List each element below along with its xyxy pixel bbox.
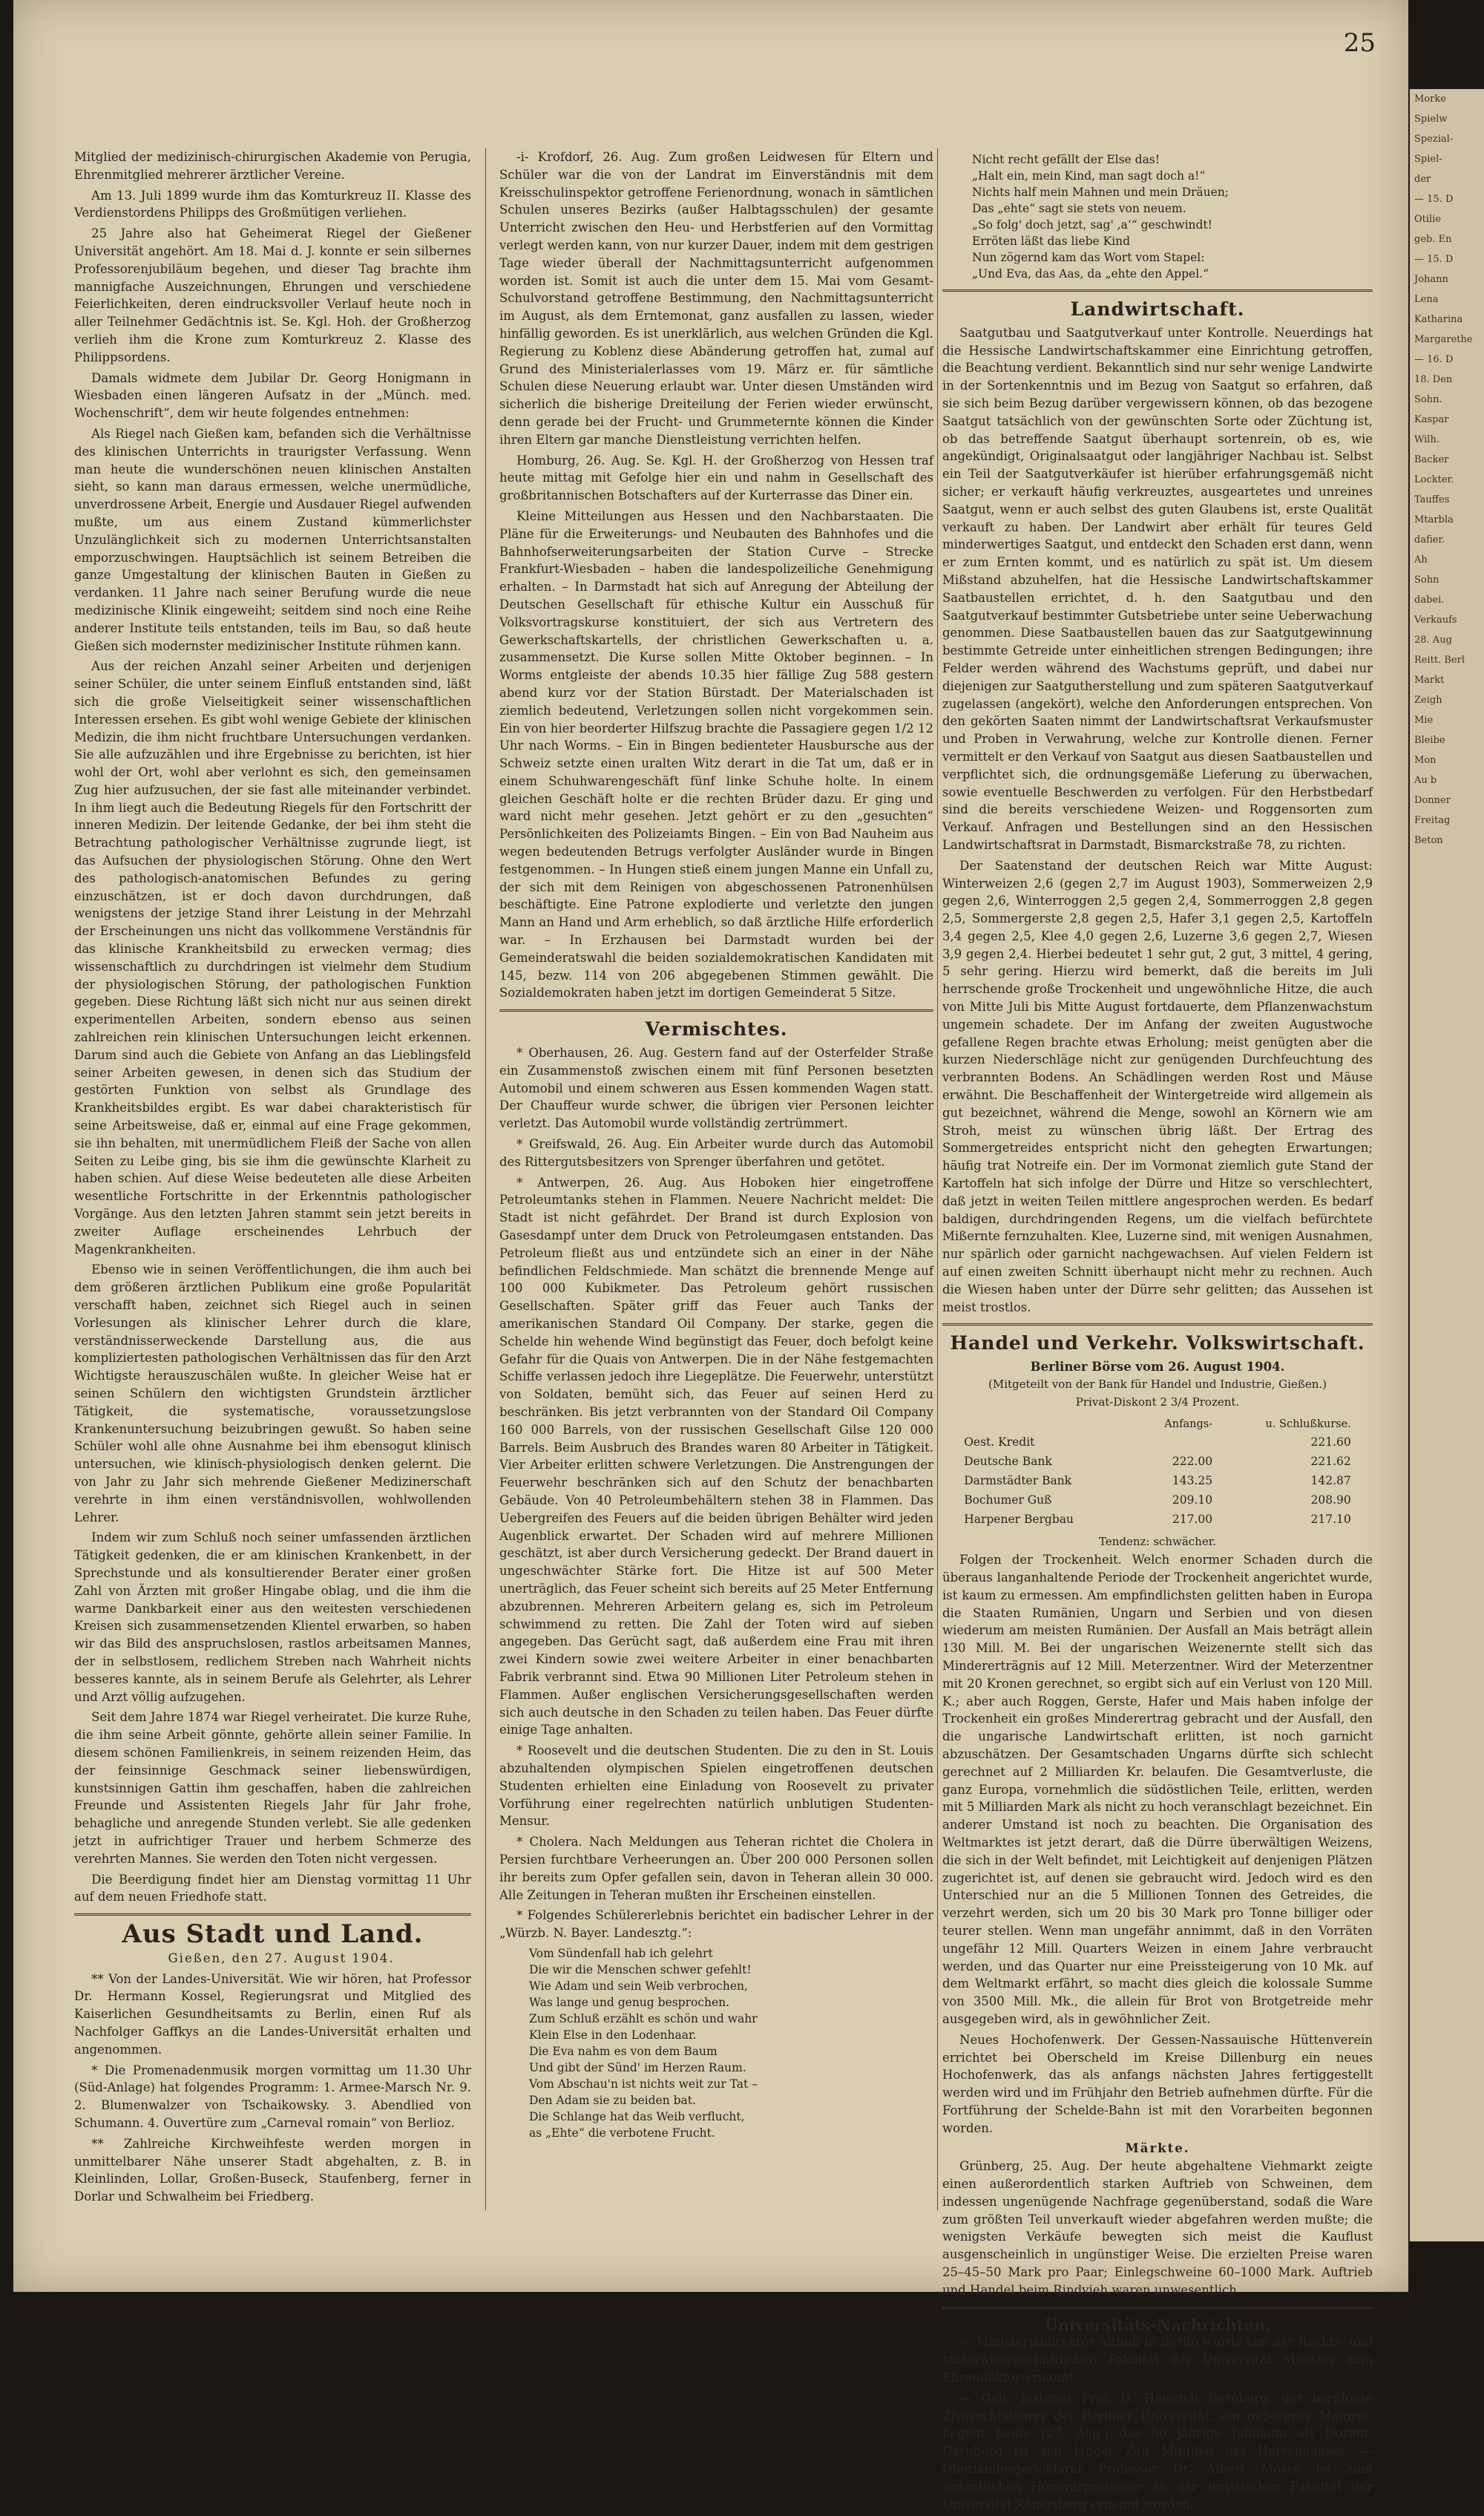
edge-fragment: Beton — [1414, 835, 1443, 846]
poem-continued — [972, 151, 1373, 282]
open-price: 222.00 — [1172, 1455, 1213, 1469]
close-price: 221.60 — [1310, 1435, 1351, 1449]
section-heading-vermischtes: Vermischtes. — [645, 1018, 788, 1041]
paragraph: Die Beerdigung findet hier am Dienstag vormittag 11 Uhr auf dem neuen Friedhofe statt. — [74, 1872, 471, 1904]
paragraph: Als Riegel nach Gießen kam, befanden sich die Verhältnisse des klinischen Unterrichts in traurigster Verfassung. Wenn man heute die wunderschönen neuen klinischen Anstalten sieht, so kann man daraus ermessen, welche unermüdliche, unverdrossene Arbeit, Energie und Ausdauer Riegel aufwenden mußte, um aus einem Zustand kümmerlichster Unzulänglichkeit sich zu modernen Unterrichtsanstalten emporzuschwingen. Hauptsächlich ist seinem Betreiben die ganze Umgestaltung der klinischen Bauten in Gießen zu verdanken. 11 Jahre nach seiner Berufung wurde die neue medizinische Klinik eingeweiht; seitdem sind noch eine Reihe anderer Institute teils entstanden, teils im Bau, so daß heute Gießen sich modernster medizinischer Institute rühmen kann. — [74, 426, 471, 653]
markets-heading: Märkte. — [1125, 2141, 1190, 2156]
poem-line: „Und Eva, das Aas, da „ehte den Appel.“ — [972, 267, 1209, 281]
poem-line: Und gibt der Sünd' im Herzen Raum. — [529, 2060, 746, 2074]
open-price — [1134, 1433, 1218, 1452]
edge-fragment: — 15. D — [1414, 254, 1454, 265]
section-divider — [942, 1323, 1373, 1326]
edge-fragment: — 16. D — [1414, 354, 1454, 365]
edge-fragment: dafier. — [1414, 534, 1445, 546]
poem — [529, 1945, 933, 2141]
edge-fragment: Reitt. Berl — [1414, 655, 1465, 666]
boerse-report — [942, 1358, 1373, 1551]
edge-fragment: Verkaufs — [1414, 615, 1457, 626]
newspaper-page — [13, 0, 1408, 2512]
paragraph: Indem wir zum Schluß noch seiner umfassenden ärztlichen Tätigkeit gedenken, die er am klinischen Krankenbett, in der Sprechstunde und als konsultierender Berater einer großen Zahl von Ärzten mit großer Hingabe oblag, und die ihm die warme Dankbarkeit einer aus den weitesten verschiedenen Kreisen sich zusammensetzenden Klientel erwarben, so haben wir das Bild des anspruchslosen, rastlos arbeitsamen Mannes, der in selbstlosem, redlichem Streben nach Wahrheit nichts besseres kannte, als in seinem Berufe als Gelehrter, als Lehrer und Arzt völlig aufzugehen. — [74, 1530, 471, 1704]
section-heading-stadt-land: Aus Stadt und Land. — [122, 1919, 424, 1950]
boerse-discount: Privat-Diskont 2 3/4 Prozent. — [1075, 1395, 1240, 1409]
edge-fragment: Tauffes — [1414, 494, 1450, 505]
poem-line: Die wir die Menschen schwer gefehlt! — [529, 1962, 752, 1976]
table-row — [959, 1491, 1356, 1510]
close-price: 217.10 — [1310, 1512, 1351, 1526]
edge-fragments — [1410, 89, 1484, 851]
edge-fragment: Ah — [1414, 554, 1428, 566]
paragraph: -i- Krofdorf, 26. Aug. Zum großen Leidwesen für Eltern und Schüler war die von der Landrat im Einverständnis mit dem Kreisschulinspektor getroffene Ferienordnung, wonach in sämtlichen Schulen unseres Bezirks (außer Halbtagsschulen) der gesamte Unterricht zwischen den Heu- und Herbstferien auf den Vormittag verlegt werden kann, von nur kurzer Dauer, indem mit dem gestrigen Tage wieder überall der Nachmittagsunterricht aufgenommen worden ist. Somit ist auch die unter dem 15. Mai vom Gesamt-Schulvorstand getroffene Bestimmung, den Nachmittagsunterricht im August, als dem Erntemonat, ganz ausfallen zu lassen, wieder hinfällig geworden. Es ist unerklärlich, aus welchen Gründen die Kgl. Regierung zu Koblenz diese Abänderung getroffen hat, zumal auf Grund des Ministerialerlasses vom 19. März er. für sämtliche Schulen diese Neuerung erlaubt war. Unter diesen Umständen wird sicherlich die bisherige Dreiteilung der Ferien wieder erwünscht, denn gerade bei der Frucht- und Grummeternte können die Kinder ihren Eltern gar manche Dienstleistung verrichten helfen. — [499, 150, 933, 447]
stock-name: Deutsche Bank — [964, 1455, 1052, 1469]
poem-line: Die Schlange hat das Weib verflucht, — [529, 2109, 745, 2123]
paragraph: Neues Hochofenwerk. Der Gessen-Nassauische Hüttenverein errichtet bei Oberscheld im Kreise Dillenburg ein neues Hochofenwerk, das als anfangs nächsten Jahres fertiggestellt werden wird und im Frühjahr den Betrieb aufnehmen dürfte. Für die Fortführung der Schelde-Bahn ist mit den Vorarbeiten begonnen worden. — [942, 2032, 1373, 2135]
edge-fragment: Kaspar — [1414, 414, 1449, 425]
edge-fragment: Backer — [1414, 454, 1449, 465]
edge-fragment: Johann — [1414, 274, 1448, 285]
paragraph: Ebenso wie in seinen Veröffentlichungen, die ihm auch bei dem größeren ärztlichen Publikum eine große Popularität verschafft haben, zeichnet sich Riegel auch in seinen Vorlesungen als klinischer Lehrer durch die klare, verständnisserweckende Darstellung aus, die aus kompliziertesten pathologischen Verhältnissen das für den Arzt Wichtigste herauszuschälen wußte. In gleicher Weise hat er seinen Schülern den wichtigsten Grundstein ärztlicher Tätigkeit, die systematische, voraussetzungslose Krankenuntersuchung beizubringen gewußt. So haben seine Schüler wohl alle ohne Ausnahme bei ihm ebensogut klinisch untersuchen, wie klinisch-physiologisch denken gelernt. Die von Jahr zu Jahr sich mehrende Gießener Medizinerschaft verehrte in ihm einen verständnisvollen, wohlwollenden Lehrer. — [74, 1262, 471, 1524]
riegel-obituary — [74, 148, 471, 1906]
close-price: 208.90 — [1310, 1493, 1351, 1507]
edge-fragment: dabei. — [1414, 594, 1445, 606]
poem-line: Vom Abschau'n ist nichts weit zur Tat – — [529, 2077, 758, 2091]
close-price: 142.87 — [1310, 1474, 1351, 1487]
edge-fragment: Freitag — [1414, 815, 1451, 826]
edge-fragment: Donner — [1414, 795, 1451, 806]
table-row — [959, 1433, 1356, 1452]
edge-fragment: Spielw — [1414, 114, 1448, 125]
edge-fragment: Au b — [1414, 775, 1437, 786]
edge-fragment: Markt — [1414, 675, 1445, 686]
paragraph: Der Saatenstand der deutschen Reich war Mitte August: Winterweizen 2,6 (gegen 2,7 im August 1903), Sommerweizen 2,9 gegen 2,6, Winterroggen 2,5 gegen 2,4, Sommerroggen 2,8 gegen 2,5, Sommergerste 2,8 gegen 2,5, Hafer 3,1 gegen 2,5, Kartoffeln 3,4 gegen 2,5, Klee 4,0 gegen 2,6, Luzerne 3,6 gegen 2,7, Wiesen 3,9 gegen 2,4. Hierbei bedeutet 1 sehr gut, 2 gut, 3 mittel, 4 gering, 5 sehr gering. Hierzu wird bemerkt, daß die bereits im Juli herrschende große Trockenheit und ungewöhnliche Hitze, die auch von Mitte Juli bis Mitte August fortdauerte, dem Pflanzenwachstum ungemein schadete. Der im Anfang der zweiten Augustwoche gefallene Regen brachte etwas Erholung; meist genügten aber die kurzen Niederschläge nicht zur genügenden Durchfeuchtung des verbrannten Bodens. An Schädlingen werden Rost und Mäuse erwähnt. Die Beschaffenheit der Wintergetreide wird allgemein als gut bezeichnet, während die Menge, sowohl an Körnern wie am Stroh, meist zu wünschen übrig läßt. Der Ertrag des Sommergetreides entspricht nicht den gehegten Erwartungen; häufig trat Notreife ein. Der im Vormonat ziemlich gute Stand der Kartoffeln hat sich infolge der Dürre und Hitze so verschlechtert, daß jetzt in weiten Teilen mittlere angesprochen werden. Es bedarf baldigen, durchdringenden Regens, um die vielfach befürchtete Mißernte fernzuhalten. Klee, Luzerne sind, mit wenigen Ausnahmen, nur spärlich oder garnicht nachgewachsen. Auf vielen Feldern ist auf einen zweiten Schnitt überhaupt nicht mehr zu rechnen. Auch die Wiesen haben unter der Dürre sehr gelitten; das Aussehen ist meist trostlos. — [942, 858, 1373, 1314]
adjacent-page-edge — [1410, 89, 1484, 2241]
open-price: 217.00 — [1172, 1512, 1213, 1526]
paragraph: 25 Jahre also hat Geheimerat Riegel der Gießener Universität angehört. Am 18. Mai d. J. konnte er sein silbernes Professorenjubiläum begehen, und dieser Tag brachte ihm mannigfache Auszeichnungen, Ehrungen und verschiedene Feierlichkeiten, deren eindrucksvoller Verlauf heute noch in aller Teilnehmer Gedächtnis ist. Se. Kgl. Hoh. der Großherzog verlieh ihm die Krone zum Komturkreuz 2. Klasse des Philippsordens. — [74, 226, 471, 364]
edge-fragment: Mtarbla — [1414, 514, 1454, 525]
poem-line: Nun zögernd kam das Wort vom Stapel: — [972, 251, 1205, 264]
stock-name: Oest. Kredit — [964, 1435, 1035, 1449]
paragraph: — Geh. Justizrat Prof. D. Heinrich Dernburg, der berühmte Zivilrechtslehrer der Berliner Universität, ein geborener Mainzer, begeht heute (27. Aug.) das 50 jährige Jubiläum als Dozent. Dernburg ist seit langer Zeit Mitglied des Herrenhauses. — Oberlandesgerichtsrat Professor Dr. Albert Mosse ist zum ordentlichen Honorarprofessor an der juristischen Fakultät der Universität Königsberg ernannt worden. — [942, 2391, 1373, 2512]
edge-fragment: Sohn. — [1414, 394, 1442, 405]
stock-name: Harpener Bergbau — [964, 1512, 1074, 1526]
column-1 — [74, 148, 471, 2209]
paragraph: * Greifswald, 26. Aug. Ein Arbeiter wurde durch das Automobil des Rittergutsbesitzers von Sprenger überfahren und getötet. — [499, 1137, 933, 1169]
edge-fragment: Margarethe — [1414, 334, 1473, 345]
section-divider — [942, 289, 1373, 292]
edge-fragment: Lockter. — [1414, 474, 1454, 485]
section-divider — [942, 2307, 1373, 2309]
poem-line: Was lange und genug besprochen. — [529, 1995, 730, 2009]
poem-line: Die Eva nahm es von dem Baum — [529, 2044, 718, 2058]
table-row — [959, 1510, 1356, 1530]
boerse-source: (Mitgeteilt von der Bank für Handel und Industrie, Gießen.) — [988, 1377, 1327, 1392]
column-header: Anfangs- — [1164, 1418, 1213, 1430]
section-heading-landwirtschaft: Landwirtschaft. — [1070, 298, 1245, 320]
column-rule — [485, 148, 486, 2210]
poem-line: „So folg' doch jetzt, sag' ,a‘“ geschwindt! — [972, 218, 1212, 232]
edge-fragment: der — [1414, 174, 1431, 185]
edge-fragment: Katharina — [1414, 314, 1463, 325]
poem-line: Den Adam sie zu beiden bat. — [529, 2093, 696, 2107]
section-heading-handel: Handel und Verkehr. Volkswirtschaft. — [950, 1332, 1365, 1354]
paragraph: Kleine Mitteilungen aus Hessen und den Nachbarstaaten. Die Pläne für die Erweiterungs- und Neubauten des Bahnhofes und die Bahnhofserweiterungsarbeiten der Station Curve – Strecke Frankfurt-Wiesbaden – haben die landespolizeiliche Genehmigung erhalten. – In Darmstadt hat sich auf Anregung der Abteilung der Deutschen Gesellschaft für ethische Kultur ein Ausschuß für Volksvortragskurse konstituiert, der sich aus Vertretern des Gewerkschaftskartells, der christlichen Gewerkschaften u. a. zusammensetzt. Die Kurse sollen Mitte Oktober beginnen. – In Worms entgleiste der abends 10.35 hier fällige Zug 588 gestern abend kurz vor der Station Bürstadt. Der Materialschaden ist ziemlich bedeutend, Verletzungen sollen nicht vorgekommen sein. Ein von hier beorderter Hilfszug brachte die Passagiere gegen 1/2 12 Uhr nach Worms. – Ein in Bingen bedienteter Hausbursche aus der Schweiz setzte einen uralten Witz derart in die Tat um, daß er in einem Schuhwarengeschäft fünf linke Schuhe holte. In einem gleichen Geschäft holte er die rechten Brüder dazu. Er ging und ward nicht mehr gesehen. Jetzt gehört er zu den „gesuchten“ Persönlichkeiten des Polizeiamts Bingen. – Ein von Bad Nauheim aus wegen bedeutenden Betrugs verfolgter Ausländer wurde in Bingen festgenommen. – In Hungen stieß einem jungen Manne ein Unfall zu, der sich mit dem Reinigen von abgeschossenen Patronenhülsen beschäftigte. Eine Patrone explodierte und verletzte den jungen Mann an Hand und Arm erheblich, so daß ärztliche Hilfe erforderlich war. – In Erzhausen bei Darmstadt wurden bei der Gemeinderatswahl die beiden sozialdemokratischen Kandidaten mit 145, bezw. 114 von 206 abgegebenen Stimmen gewählt. Die Sozialdemokraten haben jetzt im dortigen Gemeinderat 5 Sitze. — [499, 508, 933, 1000]
paragraph: Grünberg, 25. Aug. Der heute abgehaltene Viehmarkt zeigte einen außerordentlich starken Auftrieb von Schweinen, dem indessen ungenügende Nachfrage gegenüberstand, sodaß die Ware zum größten Teil unverkauft wieder abgefahren werden mußte; die wenigsten Verkäufe bewegten sich meist die Kauflust ausgenscheinlich in ungünstiger Weise. Die erzielten Preise waren 25–45–50 Mark pro Paar; Einlegschweine 60–1000 Mark. Auftrieb und Handel beim Rindvieh waren unwesentlich. — [942, 2159, 1373, 2297]
stock-name: Darmstädter Bank — [964, 1474, 1072, 1487]
edge-fragment: Sohn — [1414, 574, 1439, 586]
edge-fragment: geb. En — [1414, 234, 1452, 245]
paragraph: * Cholera. Nach Meldungen aus Teheran richtet die Cholera in Persien furchtbare Verheerungen an. Über 200 000 Personen sollen ihr bereits zum Opfer gefallen sein, davon in Teheran allein 30 000. Alle Zeitungen in Teheran mußten ihr Erscheinen einstellen. — [499, 1835, 933, 1902]
page-number: 25 — [1343, 28, 1376, 58]
table-row — [959, 1452, 1356, 1472]
column-2 — [499, 148, 933, 2144]
poem-line: Wie Adam und sein Weib verbrochen, — [529, 1979, 748, 1993]
poem-line: „Halt ein, mein Kind, man sagt doch a!“ — [972, 169, 1206, 183]
paragraph: Am 13. Juli 1899 wurde ihm das Komturkreuz II. Klasse des Verdienstordens Philipps des Großmütigen verliehen. — [74, 188, 471, 220]
poem-line: Das „ehte“ sagt sie stets von neuem. — [972, 202, 1186, 215]
paragraph: ** Zahlreiche Kirchweihfeste werden morgen in unmittelbarer Nähe unserer Stadt abgehalten, z. B. in Kleinlinden, Lollar, Großen-Buseck, Staufenberg, ferner in Dorlar und Schwalheim bei Friedberg. — [74, 2136, 471, 2204]
edge-fragment: Mon — [1414, 755, 1437, 766]
section-divider — [499, 1009, 933, 1012]
boerse-title: Berliner Börse vom 26. August 1904. — [1030, 1360, 1285, 1375]
poem-line: Vom Sündenfall hab ich gelehrt — [529, 1946, 713, 1960]
poem-line: Klein Else in den Lodenhaar. — [529, 2028, 697, 2042]
boerse-tendency: Tendenz: schwächer. — [1098, 1535, 1216, 1549]
edge-fragment: Mie — [1414, 715, 1434, 726]
edge-fragment: 18. Den — [1414, 374, 1453, 385]
edge-fragment: Bleibe — [1414, 735, 1445, 746]
paragraph: * Roosevelt und die deutschen Studenten. Die zu den in St. Louis abzuhaltenden olympischen Spielen eingetroffenen deutschen Studenten erhielten eine Einladung von Roosevelt zu privater Vorführung einer regelrechten natürlich unblutigen Studenten-Mensur. — [499, 1743, 933, 1829]
paragraph: * Folgendes Schülererlebnis berichtet ein badischer Lehrer in der „Würzb. N. Bayer. Landesztg.“: — [499, 1908, 933, 1941]
column-header: u. Schlußkurse. — [1265, 1418, 1351, 1430]
poem-line: Erröten läßt das liebe Kind — [972, 235, 1131, 248]
edge-fragment: Spezial- — [1414, 134, 1454, 145]
close-price: 221.62 — [1310, 1455, 1351, 1469]
open-price: 143.25 — [1172, 1474, 1213, 1487]
paragraph: Seit dem Jahre 1874 war Riegel verheiratet. Die kurze Ruhe, die ihm seine Arbeit gönnte, gehörte allein seiner Familie. In diesem schönen Familienkreis, in seinem reizenden Heim, das der feinsinnige Geschmack seiner liebenswürdigen, kunstsinnigen Gattin ihm geschaffen, haben die zahlreichen Freunde und Assistenten Riegels Jahr für Jahr frohe, behagliche und anregende Stunden verlebt. Sie alle gedenken jetzt in aufrichtiger Trauer und herbem Schmerze des verehrten Mannes. Sie werden den Toten nicht vergessen. — [74, 1710, 471, 1866]
section-divider — [74, 1913, 471, 1916]
edge-fragment: Wilh. — [1414, 434, 1439, 445]
paragraph: Folgen der Trockenheit. Welch enormer Schaden durch die überaus langanhaltende Periode der Trockenheit angerichtet wurde, ist kaum zu ermessen. Am empfindlichsten gelitten haben in Europa die Staaten Rumänien, Ungarn und Serbien und von diesen wiederum am meisten Rumänien. Der Ausfall an Mais beträgt allein 130 Mill. M. Bei der ungarischen Weizenernte stellt sich das Mindererträgnis auf 12 Mill. Meterzentner. Wird der Meterzentner mit 20 Kronen gerechnet, so ergibt sich auf ein Verlust von 120 Mill. K.; aber auch Roggen, Gerste, Hafer und Mais haben infolge der Trockenheit ein großes Minderertrag gebracht und der Ausfall, den die ungarische Landwirtschaft erlitten, ist noch garnicht abzuschätzen. Der Gesamtschaden Ungarns dürfte sich schlecht gerechnet auf 2 Milliarden Kr. belaufen. Die Gesamtverluste, die ganz Europa, vornehmlich die südöstlichen Teile, erlitten, werden mit 5 Milliarden Mark als nicht zu hoch veranschlagt bezeichnet. Ein anderer Umstand ist noch zu beachten. Die Organisation des Weltmarktes ist jetzt derart, daß die Dürre überwältigen Weizens, die sich in der Welt befindet, mit Leichtigkeit auf denjenigen Plätzen zugerichtet ist, auf denen sie gebraucht wird. Jedoch wird es den Unterschied nur an die 5 Millionen Tonnen des Getreides, die verzehrt werden, sich um 20 bis 30 Mark pro Tonne billiger oder teurer stellen. Wenn man ungefähr annimmt, daß in den Vorräten ungefähr 12 Mill. Quarters Weizen in einem Jahre verbraucht werden, und das Quarter nur eine Preissteigerung von 10 Mk. auf dem Weltmarkt erfährt, so macht dies gleich die kolossale Summe von 3500 Mill. Mk., die allein für Brot von Brotgetreide mehr ausgegeben wird, als in gewöhnlicher Zeit. — [942, 1553, 1373, 2026]
poem-line: Nichts half mein Mahnen und mein Dräuen; — [972, 186, 1229, 199]
poem-line: Zum Schluß erzählt es schön und wahr — [529, 2011, 758, 2025]
paragraph: * Oberhausen, 26. Aug. Gestern fand auf der Osterfelder Straße ein Zusammenstoß zwischen einem mit fünf Personen besetzten Automobil und einem schweren aus Essen kommenden Wagen statt. Der Chauffeur wurde schwer, die übrigen vier Personen leichter verletzt. Das Automobil wurde vollständig zertrümmert. — [499, 1046, 933, 1131]
edge-fragment: 28. Aug — [1414, 635, 1452, 646]
paragraph: Damals widmete dem Jubilar Dr. Georg Honigmann in Wiesbaden einen längeren Aufsatz in der „Münch. med. Wochenschrift“, dem wir heute folgendes entnehmen: — [74, 370, 471, 421]
edge-fragment: Morke — [1414, 94, 1446, 105]
paragraph: * Antwerpen, 26. Aug. Aus Hoboken hier eingetroffene Petroleumtanks stehen in Flammen. Neuere Nachricht meldet: Die Stadt ist nicht gefährdet. Der Brand ist durch Explosion von Gasesdampf unter dem Druck von Petroleumgasen entstanden. Das Petroleum fließt aus und entzündete sich an einer in der Nähe befindlichen Feldschmiede. Man schätzt die brennende Menge auf 100 000 Kubikmeter. Das Petroleum gehört russischen Gesellschaften. Später griff das Feuer auch Tanks der amerikanischen Standard Oil Company. Der starke, gegen die Schelde hin wehende Wind begünstigt das Feuer, doch befolgt keine Gefahr für die Quais von Antwerpen. Die in der Nähe festgemachten Schiffe verlassen jedoch ihre Liegeplätze. Die Feuerwehr, unterstützt von Soldaten, bemüht sich, das Feuer auf seinen Herd zu beschränken. Bis jetzt verbrannten von der Standard Oil Company 160 000 Barrels, von der russischen Gesellschaft Gilse 120 000 Barrels. Beim Ausbruch des Brandes waren 80 Arbeiter in Tätigkeit. Vier Arbeiter erlitten schwere Verletzungen. Die Anstrengungen der Feuerwehr beschränken sich auf den Schutz der benachbarten Gebäude. Von 40 Petroleumbehältern stehen 38 in Flammen. Das Uebergreifen des Feuers auf die beiden übrigen Behälter wird jeden Augenblick erwartet. Der Schaden wird auf mehrere Millionen geschätzt, ist aber durch Versicherung gedeckt. Der Brand dauert in ungeschwächter Stärke fort. Die Hitze ist auf 500 Meter unerträglich, das Feuer scheint sich bereits auf 25 Meter Entfernung abzubrennen. Mehreren Arbeitern gelang es, sich im Petroleum schwimmend zu retten. Die Zahl der Toten wird auf sieben angegeben. Das Gerücht sagt, daß außerdem eine Frau mit ihren zwei Kindern sowie zwei weitere Arbeiter in einer benachbarten Fabrik verbrannt sind. Etwa 90 Millionen Liter Petroleum stehen in Flammen. Außer englischen Versicherungsgesellschaften werden sich auch deutsche in den Schaden zu teilen haben. Das Feuer dürfte einige Tage anhalten. — [499, 1175, 933, 1737]
open-price: 209.10 — [1172, 1493, 1213, 1507]
table-header — [959, 1416, 1356, 1434]
poem-line: Nicht recht gefällt der Else das! — [972, 153, 1160, 166]
section-heading-universitaet: Universitäts-Nachrichten. — [1044, 2315, 1271, 2334]
paragraph: Mitglied der medizinisch-chirurgischen Akademie von Perugia, Ehrenmitglied mehrerer ärztlicher Vereine. — [74, 150, 471, 182]
edge-fragment: Spiel- — [1414, 154, 1442, 165]
table-row — [959, 1472, 1356, 1491]
dateline: Gießen, den 27. August 1904. — [168, 1950, 395, 1965]
stock-name: Bochumer Guß — [964, 1493, 1052, 1507]
paragraph: Homburg, 26. Aug. Se. Kgl. H. der Großherzog von Hessen traf heute mittag mit Gefolge hier ein und nahm in Gesellschaft des großbritannischen Botschafters auf der Kurterrasse das Diner ein. — [499, 453, 933, 503]
paragraph: * Die Promenadenmusik morgen vormittag um 11.30 Uhr (Süd-Anlage) hat folgendes Programm: 1. Armee-Marsch Nr. 9. 2. Blumenwalzer von Tschaikowsky. 3. Abendlied von Schumann. 4. Ouvertüre zum „Carneval romain“ von Berlioz. — [74, 2063, 471, 2131]
edge-fragment: Zeigh — [1414, 695, 1442, 706]
poem-line: as „Ehte“ die verbotene Frucht. — [529, 2126, 715, 2140]
paragraph: — Ministerialdirektor Althoff in Berlin wurde von der Rechts- und staatswissenschaftlichen Fakultät der Universität Münster zum Ehrendoktor ernannt. — [942, 2335, 1373, 2385]
edge-fragment: Lena — [1414, 294, 1439, 305]
edge-fragment: Otilie — [1414, 214, 1442, 225]
stock-table — [959, 1416, 1356, 1530]
paragraph: Aus der reichen Anzahl seiner Arbeiten und derjenigen seiner Schüler, die unter seinem Einfluß entstanden sind, läßt sich die große Vielseitigkeit seiner wissenschaftlichen Interessen ersehen. Es gibt wohl wenige Gebiete der klinischen Medizin, die ihm nicht fruchtbare Untersuchungen verdanken. Sie alle aufzuzählen und ihre Ergebnisse zu berichten, ist hier wohl der Ort, wohl aber verlohnt es sich, den gemeinsamen Zug hier aufzusuchen, der sie fast alle miteinander verbindet. In ihm liegt auch die Bedeutung Riegels für den Fortschritt der inneren Medizin. Der leitende Gedanke, der bei ihm steht die Betrachtung pathologischer Verhältnisse zugrunde liegt, ist das Aufsuchen der physiologischen Störung. Ohne den Wert des pathologisch-anatomischen Befundes zu gering einzuschätzen, ist er doch davon durchdrungen, daß wenigstens der jetzige Stand ihrer Leistung in der Mehrzahl der Erscheinungen uns nicht das vollkommene Verständnis für das klinische Krankheitsbild zu erwecken vermag; dies wissenschaftlich zu durchdringen ist vielmehr dem Studium der physiologischen Störung, der pathologischen Funktion gegeben. Diese Richtung läßt sich nicht nur aus seinen direkt experimentellen Arbeiten, sondern ebenso aus seinen zahlreichen rein klinischen Untersuchungen leicht erkennen. Darum sind auch die Gebiete von Anfang an das Lieblingsfeld seiner Arbeiten gewesen, in denen sich das Studium der gestörten Funktion von selbst als Grundlage des Krankheitsbildes ergibt. Es war dabei charakteristisch für seine Arbeitsweise, daß er, einmal auf eine Frage gekommen, sie ihn behalten, mit unermüdlichem Fleiß der Sache von allen Seiten zu Leibe ging, bis sie ihm die gewünschte Klarheit zu haben schien. Auf diese Weise bedeuteten alle diese Arbeiten wesentliche Fortschritte in der Erkenntnis pathologischer Vorgänge. Aus den letzten Jahren stammt sein jetzt bereits in zweiter Auflage erscheinendes Lehrbuch der Magenkrankheiten. — [74, 659, 471, 1257]
paragraph: Saatgutbau und Saatgutverkauf unter Kontrolle. Neuerdings hat die Hessische Landwirtschaftskammer eine Einrichtung getroffen, die Beachtung verdient. Bekanntlich sind nur sehr wenige Landwirte in der Sortenkenntnis und im Bezug von Saatgut so erfahren, daß sie sich beim Bezug darüber vergewissern können, ob das bezogene Saatgut tatsächlich von der gewünschten Sorte oder Züchtung ist, ob das betreffende Saatgut überhaupt sortenrein, ob es, wie angekündigt, Originalsaatgut oder langjähriger Nachbau ist. Selbst ein Teil der Saatgutverkäufer ist hierüber erfahrungsgemäß nicht sicher; er verkauft häufig verkreuztes, ausgeartetes und unreines Saatgut, wenn er auch selbst des guten Glaubens ist, erste Qualität verkauft zu haben. Der Landwirt aber erhält für teures Geld minderwertiges Saatgut, und entdeckt den Schaden erst dann, wenn er zum Ernten kommt, und es natürlich zu spät ist. Um diesem Mißstand abzuhelfen, hat die Hessische Landwirtschaftskammer Saatbaustellen errichtet, d. h. den Saatgutbau und den Saatgutverkauf bestimmter Gutsbetriebe unter seine Ueberwachung genommen. Diese Saatbaustellen bauen das zur Saatgutgewinnung bestimmte Getreide unter einheitlichen strengen Bedingungen; ihre Felder werden während des Wachstums geprüft, und dabei nur diejenigen zur Saatgutherstellung und zum späteren Saatgutverkauf zugelassen (angekört), welche den Anforderungen entsprechen. Von den gekörten Saaten nimmt der Landwirtschaftsrat Verkaufsmuster und Proben in Verwahrung, welche zur Kontrolle dienen. Ferner vermittelt er den Verkauf von Saatgut aus diesen Saatbaustellen und verpflichtet sich, die ordnungsgemäße Lieferung zu überwachen, sowie eventuelle Beschwerden zu verfolgen. Für den Herbstbedarf sind die bereits verschiedene Weizen- und Roggensorten zum Verkauf. Anfragen und Bestellungen sind an den Hessischen Landwirtschaftsrat in Darmstadt, Bismarckstraße 78, zu richten. — [942, 325, 1373, 852]
paragraph: ** Von der Landes-Universität. Wie wir hören, hat Professor Dr. Hermann Kossel, Regierungsrat und Mitglied des Kaiserlichen Gesundheitsamts zu Berlin, einen Ruf als Nachfolger Gaffkys an die Landes-Universität erhalten und angenommen. — [74, 1971, 471, 2057]
column-3 — [942, 148, 1373, 2516]
edge-fragment: — 15. D — [1414, 194, 1454, 205]
column-rule — [937, 148, 938, 2210]
